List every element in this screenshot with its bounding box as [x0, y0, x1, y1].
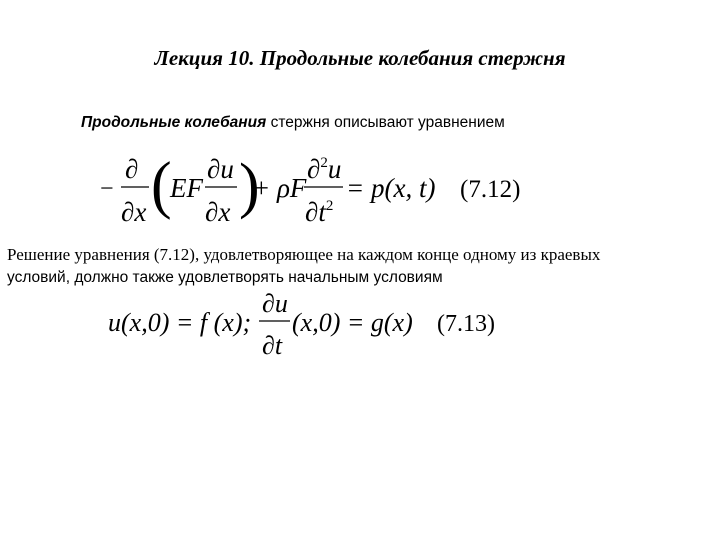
eq13-du-numerator: ∂u [262, 289, 288, 318]
eq12-d-numerator: ∂ [125, 154, 139, 184]
intro-text [81, 114, 505, 132]
equation-7-13 [0, 285, 720, 365]
lecture-title: Лекция 10. Продольные колебания стержня [154, 46, 566, 70]
eq13-du-denominator: ∂t [262, 331, 283, 360]
intro-bold-term: Продольные колебания [81, 114, 267, 131]
paragraph-line-1: Решение уравнения (7.12), удовлетворяющее на каждом конце одному из краевых [7, 245, 601, 264]
eq12-EF: EF [170, 173, 203, 203]
intro-rest: стержня описывают уравнением [266, 114, 505, 131]
eq12-number: (7.12) [460, 176, 521, 203]
eq12-d-denominator: ∂x [121, 197, 147, 227]
eq13-left: u(x,0) = f (x); [108, 308, 252, 337]
eq12-rhs: = p(x, t) [346, 173, 436, 203]
paragraph-line-2: условий, должно также удовлетворять начальным условиям [7, 269, 443, 286]
eq12-du-denominator: ∂x [205, 197, 231, 227]
eq12-left-paren: ( [151, 150, 172, 221]
equation-7-12 [0, 150, 720, 230]
eq12-right-paren: ) [239, 152, 260, 220]
solution-paragraph [7, 243, 713, 289]
eq12-plus-rhoF: + ρF [252, 173, 307, 203]
eq12-du-numerator: ∂u [207, 154, 234, 184]
eq13-right: (x,0) = g(x) [292, 308, 413, 337]
eq12-d2u-denominator: $\partial t^2$ [305, 197, 334, 227]
eq12-minus: − [100, 176, 114, 202]
eq13-number: (7.13) [437, 311, 495, 337]
eq12-d2u-numerator: ∂$^2$u [307, 154, 342, 184]
